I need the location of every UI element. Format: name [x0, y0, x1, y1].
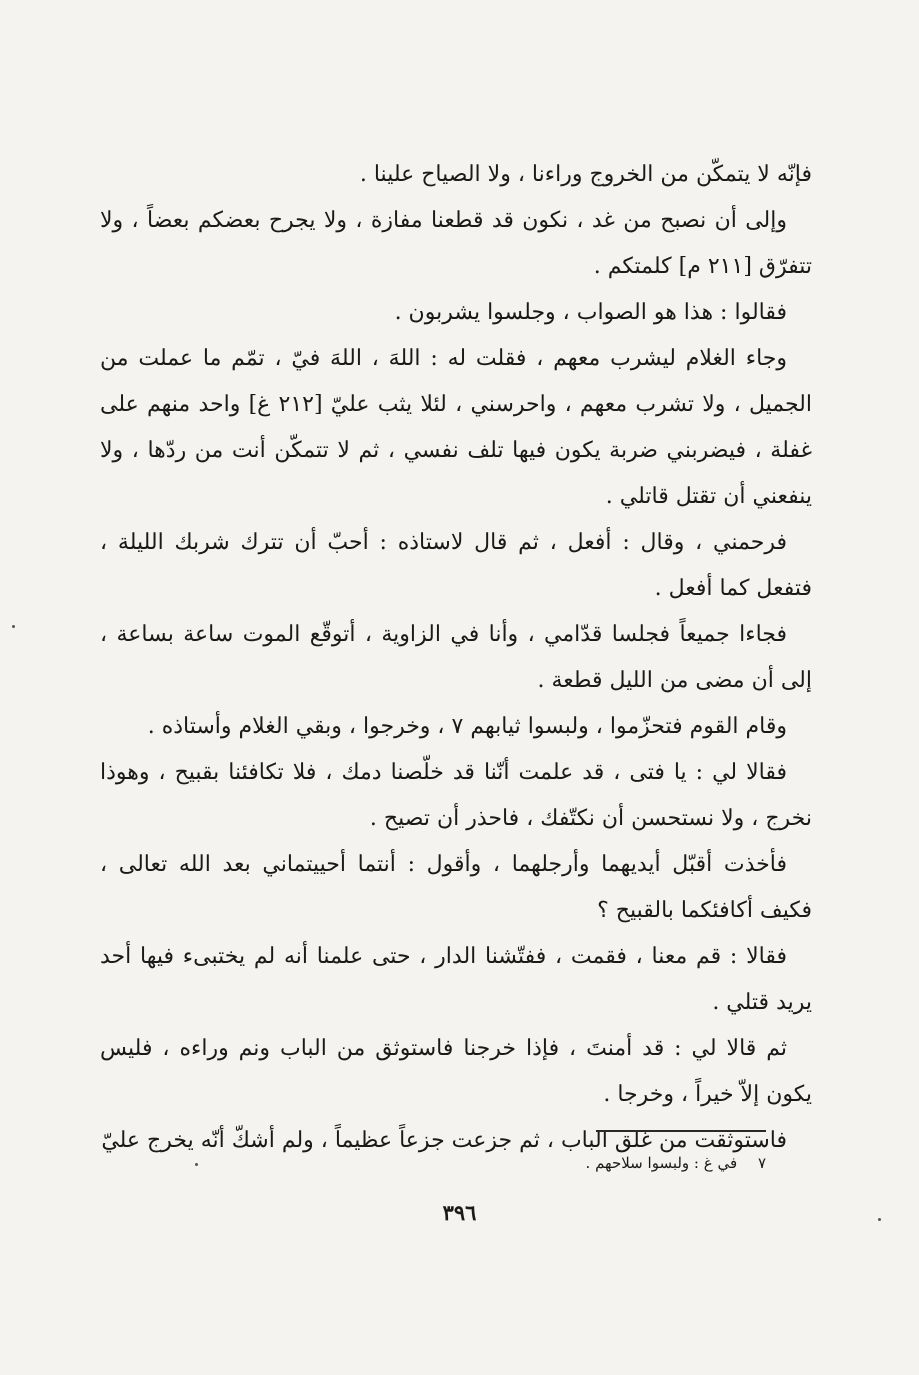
footnote [586, 1150, 766, 1176]
footnote-text: في غ : ولبسوا سلاحهم . [585, 1154, 738, 1172]
paragraph-9: فأخذت أقبّل أيديهما وأرجلهما ، وأقول : أنتما أحييتماني بعد الله تعالى ، فكيف أكافئكما بالقبيح ؟ [100, 852, 812, 923]
main-text [100, 152, 812, 1164]
paragraph-1: فإنّه لا يتمكّن من الخروج وراءنا ، ولا الصياح علينا . [359, 162, 812, 187]
paragraph-12: فاستوثقت من غلق الباب ، ثم جزعت جزعاً عظيماً ، ولم أشكّ أنّه يخرج عليّ [101, 1128, 787, 1153]
paper-speck [878, 1218, 881, 1221]
footnote-number: ٧ [757, 1154, 766, 1172]
paragraph-5: فرحمني ، وقال : أفعل ، ثم قال لاستاذه : أحبّ أن تترك شربك الليلة ، فتفعل كما أفعل . [100, 530, 812, 601]
paragraph-4: وجاء الغلام ليشرب معهم ، فقلت له : اللهَ ، اللهَ فيّ ، تمّم ما عملت من الجميل ، ولا تشرب معهم ، واحرسني ، لئلا يثب عليّ [٢١٢ غ] واحد منهم على غفلة ، فيضربني ضربة يكون فيها تلف نفسي ، ثم لا تتمكّن أنت من ردّها ، ولا ينفعني أن تقتل قاتلي . [100, 346, 812, 509]
paragraph-2: وإلى أن نصبح من غد ، نكون قد قطعنا مفازة ، ولا يجرح بعضكم بعضاً ، ولا تتفرّق [٢١١ م] كلمتكم . [100, 208, 812, 279]
paragraph-8: فقالا لي : يا فتى ، قد علمت أنّنا قد خلّصنا دمك ، فلا تكافئنا بقبيح ، وهوذا نخرج ، ولا نستحسن أن نكتّفك ، فاحذر أن تصيح . [100, 760, 812, 831]
paragraph-10: فقالا : قم معنا ، فقمت ، ففتّشنا الدار ، حتى علمنا أنه لم يختبىء فيها أحد يريد قتلي . [100, 944, 812, 1015]
paragraph-7: وقام القوم فتحزّموا ، ولبسوا ثيابهم ٧ ، وخرجوا ، وبقي الغلام وأستاذه . [147, 714, 787, 739]
footnote-divider [596, 1130, 766, 1132]
paragraph-6: فجاءا جميعاً فجلسا قدّامي ، وأنا في الزاوية ، أتوقّع الموت ساعة بساعة ، إلى أن مضى من الليل قطعة . [100, 622, 812, 693]
paper-speck [12, 625, 15, 628]
paragraph-3: فقالوا : هذا هو الصواب ، وجلسوا يشربون . [394, 300, 787, 325]
page-number: ٣٩٦ [442, 1200, 477, 1225]
paper-speck [195, 1163, 198, 1166]
paragraph-11: ثم قالا لي : قد أمنتَ ، فإذا خرجنا فاستوثق من الباب ونم وراءه ، فليس يكون إلاّ خيراً ، وخرجا . [100, 1036, 812, 1107]
